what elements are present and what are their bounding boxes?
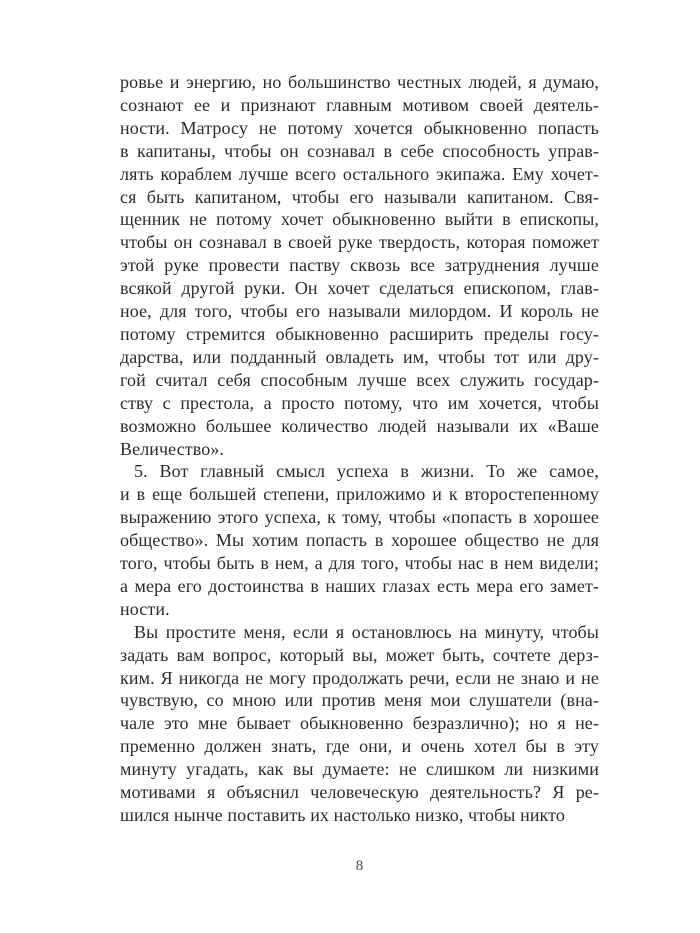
text-line: ся быть капитаном, чтобы его называли капитаном. Свя- [120, 186, 599, 207]
paragraph [120, 621, 599, 827]
text-line: пременно должен знать, где они, и очень хотел бы в эту [120, 736, 599, 757]
text-line: щенник не потому хочет обыкновенно выйти в епископы, [120, 209, 599, 230]
page-number: 8 [355, 858, 364, 874]
text-line: того, чтобы быть в нем, а для того, чтобы нас в нем видели; [120, 553, 599, 574]
text-line: задать вам вопрос, который вы, может быть, сочтете дерз- [120, 644, 599, 665]
paragraph [120, 71, 599, 460]
text-line: а мера его достоинства в наших глазах есть мера его замет- [120, 575, 599, 596]
text-line: 5. Вот главный смысл успеха в жизни. То же самое, [134, 461, 599, 482]
text-line: ности. Матросу не потому хочется обыкновенно попасть [120, 117, 599, 138]
text-line: ким. Я никогда не могу продолжать речи, если не знаю и не [120, 667, 599, 688]
text-line: общество». Мы хотим попасть в хорошее общество не для [120, 530, 599, 551]
text-line: лять кораблем лучше всего остального экипажа. Ему хочет- [120, 163, 599, 184]
text-line: мотивами я объяснил человеческую деятельность? Я ре- [120, 782, 599, 803]
text-line: ству с престола, а просто потому, что им хочется, чтобы [120, 392, 599, 413]
text-line: чтобы он сознавал в своей руке твердость, которая поможет [120, 232, 599, 253]
text-line: чувствую, со мною или против меня мои слушатели (вна- [120, 690, 599, 711]
text-block [120, 71, 599, 827]
text-line: в капитаны, чтобы он сознавал в себе способность управ- [120, 140, 599, 161]
text-line: шился нынче поставить их настолько низко, чтобы никто [120, 805, 565, 825]
text-line: ности. [120, 598, 170, 619]
text-line: этой руке провести паству сквозь все затруднения лучше [120, 255, 599, 276]
text-line: всякой другой руки. Он хочет сделаться епископом, глав- [120, 278, 599, 299]
text-line: Величество». [120, 438, 225, 459]
text-line: чале это мне бывает обыкновенно безразлично); но я не- [120, 713, 599, 734]
text-line: дарства, или подданный овладеть им, чтобы тот или дру- [120, 346, 599, 367]
text-line: потому стремится обыкновенно расширить пределы госу- [120, 323, 599, 344]
paragraph [120, 460, 599, 620]
text-line: и в еще большей степени, приложимо и к второстепенному [120, 484, 599, 505]
text-line: Вы простите меня, если я остановлюсь на минуту, чтобы [134, 621, 599, 642]
text-line: ровье и энергию, но большинство честных людей, я думаю, [120, 72, 599, 92]
text-line: возможно большее количество людей называли их «Ваше [120, 415, 599, 436]
text-line: гой считал себя способным лучше всех служить государ- [120, 369, 599, 390]
text-line: минуту угадать, как вы думаете: не слишком ли низкими [120, 759, 599, 780]
text-line: выражению этого успеха, к тому, чтобы «попасть в хорошее [120, 507, 599, 528]
text-line: ное, для того, чтобы его называли милордом. И король не [120, 301, 599, 322]
text-line: сознают ее и признают главным мотивом своей деятель- [120, 94, 599, 115]
